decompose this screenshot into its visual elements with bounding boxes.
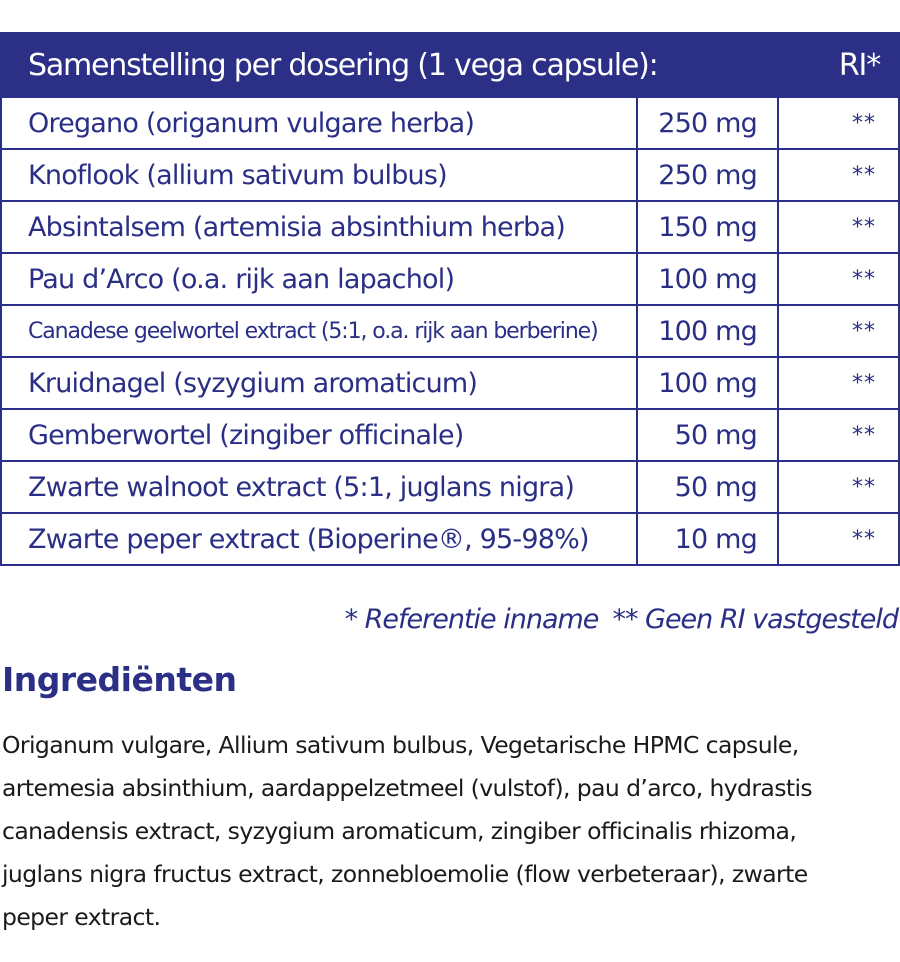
ingredient-ri: **: [778, 409, 899, 461]
ingredient-amount: 100 mg: [637, 305, 778, 357]
ingredient-name: Gemberwortel (zingiber officinale): [1, 409, 637, 461]
ingredient-name: Kruidnagel (syzygium aromaticum): [1, 357, 637, 409]
composition-table: [0, 32, 900, 566]
ingredients-line: canadensis extract, syzygium aromaticum, zingiber officinalis rhizoma,: [2, 817, 797, 845]
table-row: [1, 409, 899, 461]
ingredient-amount: 50 mg: [637, 461, 778, 513]
ri-footnote: [345, 604, 898, 635]
ingredient-amount: 50 mg: [637, 409, 778, 461]
table-row: [1, 461, 899, 513]
ingredients-line: artemesia absinthium, aardappelzetmeel (vulstof), pau d’arco, hydrastis: [2, 774, 813, 802]
ingredients-heading: Ingrediënten: [2, 660, 237, 699]
ingredient-amount: 250 mg: [637, 97, 778, 149]
ingredient-ri: **: [778, 357, 899, 409]
ingredient-ri: **: [778, 149, 899, 201]
ingredients-line: Origanum vulgare, Allium sativum bulbus, Vegetarische HPMC capsule,: [2, 731, 799, 759]
ri-column-header: RI*: [778, 33, 899, 97]
ingredient-ri: **: [778, 305, 899, 357]
table-row: [1, 253, 899, 305]
ingredient-name: Oregano (origanum vulgare herba): [1, 97, 637, 149]
footnote-reference-intake: * Referentie inname: [344, 604, 599, 635]
ingredient-amount: 10 mg: [637, 513, 778, 565]
table-row: [1, 149, 899, 201]
ingredients-text: [2, 724, 898, 939]
ingredient-amount: 150 mg: [637, 201, 778, 253]
ingredient-ri: **: [778, 513, 899, 565]
table-row: [1, 513, 899, 565]
ingredient-name: Knoflook (allium sativum bulbus): [1, 149, 637, 201]
ingredient-amount: 100 mg: [637, 253, 778, 305]
ingredients-line: juglans nigra fructus extract, zonnebloemolie (flow verbeteraar), zwarte: [2, 860, 808, 888]
ingredient-ri: **: [778, 461, 899, 513]
ingredient-ri: **: [778, 253, 899, 305]
ingredient-amount: 100 mg: [637, 357, 778, 409]
ingredient-ri: **: [778, 201, 899, 253]
table-header-row: [1, 33, 899, 97]
ingredient-name: Zwarte peper extract (Bioperine®, 95-98%): [1, 513, 637, 565]
footnote-no-ri: ** Geen RI vastgesteld: [612, 604, 898, 635]
ingredient-name: Zwarte walnoot extract (5:1, juglans nigra): [1, 461, 637, 513]
table-row: [1, 201, 899, 253]
table-row: [1, 357, 899, 409]
ingredient-name: Pau d’Arco (o.a. rijk aan lapachol): [1, 253, 637, 305]
ingredient-name: Absintalsem (artemisia absinthium herba): [1, 201, 637, 253]
ingredient-name: Canadese geelwortel extract (5:1, o.a. rijk aan berberine): [1, 305, 637, 357]
table-title: Samenstelling per dosering (1 vega capsule):: [1, 33, 778, 97]
ingredient-amount: 250 mg: [637, 149, 778, 201]
table-row: [1, 305, 899, 357]
table-row: [1, 97, 899, 149]
ingredient-ri: **: [778, 97, 899, 149]
ingredients-line: peper extract.: [2, 903, 161, 931]
